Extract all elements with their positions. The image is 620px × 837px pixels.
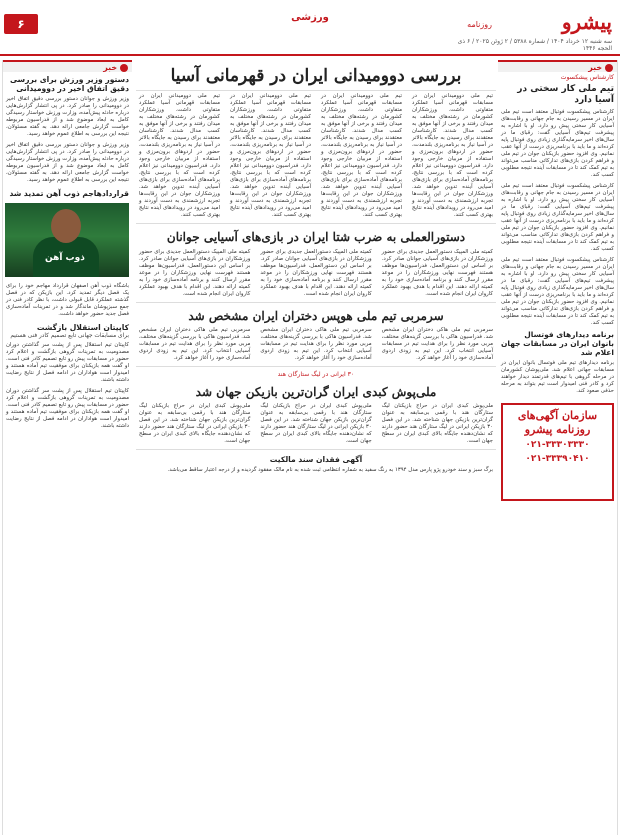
page-header (0, 0, 620, 56)
notice-title: آگهی فقدان سند مالکیت (269, 455, 363, 464)
headline-2: دستورالعملی به ضرب شتا ایران در بازی‌های آسیایی جوانان (166, 230, 466, 245)
article4-col-1: ملی‌پوش کبدی ایران در حراج بازیکنان لیگ ستارگان هند با رقمی بی‌سابقه به عنوان گران‌ترین بازیکن جهان شناخته شد. در این فصل ۳۰ بازیکن ایرانی در لیگ ستارگان هند حضور دارند که نشان‌دهنده جایگاه بالای کبدی ایران در سطح جهان است. (381, 403, 493, 444)
player-photo (5, 203, 129, 277)
news1-title: دستور وزیر ورزش برای بررسی دقیق اتفاق اخیر در دوومیدانی (9, 75, 129, 94)
article2-col-2: کمیته ملی المپیک دستورالعمل جدیدی برای حضور ورزشکاران در بازی‌های آسیایی جوانان صادر کرد. بر اساس این دستورالعمل، فدراسیون‌ها موظف هستند فهرست نهایی ورزشکاران را در موعد مقرر ارسال کنند و برنامه آماده‌سازی خود را به کمیته ارائه دهند. این اقدام با هدف بهبود عملکرد کاروان ایران انجام شده است. (260, 248, 372, 297)
section-dot-icon (120, 64, 128, 72)
main-article-col-2: تیم ملی دوومیدانی ایران در مسابقات قهرمانی آسیا عملکرد متفاوتی داشت. ورزشکاران کشورمان در رشته‌های مختلف به میدان رفتند و برخی از آنها موفق به کسب مدال شدند. کارشناسان معتقدند برای رسیدن به جایگاه بالاتر در آسیا نیاز به برنامه‌ریزی بلندمدت، حضور در اردوهای برون‌مرزی و استفاده از مربیان خارجی وجود دارد. فدراسیون دوومیدانی نیز اعلام کرده است که با بررسی نتایج، برنامه‌های آماده‌سازی برای بازی‌های آسیایی آینده تدوین خواهد شد. ورزشکاران جوان در این رقابت‌ها تجربه ارزشمندی به دست آوردند و امید می‌رود در رویدادهای آینده نتایج بهتری کسب کنند. (321, 93, 402, 219)
section-dot-icon (605, 64, 613, 72)
right-kicker: کارشناس پیشکسوت (560, 74, 614, 81)
section-title: ورزشی (291, 12, 329, 23)
right-body-3: کارشناس پیشکسوت فوتبال معتقد است تیم ملی ایران در مسیر رسیدن به جام جهانی و رقابت‌های آسیایی کار سختی پیش رو دارد. او با اشاره به پیشرفت تیم‌های آسیایی گفت: رقبای ما در سال‌های اخیر سرمایه‌گذاری زیادی روی فوتبال پایه کرده‌اند و ما باید با برنامه‌ریزی درست از آنها عقب نمانیم. وی افزود حضور بازیکنان جوان در تیم ملی و فراهم کردن بازی‌های تدارکاتی مناسب می‌تواند به تیم کمک کند تا در مسابقات آینده نتیجه مطلوبی کسب کند. (501, 257, 614, 327)
right-title-2: برنامه دیدارهای فوتسال بانوان ایران در مسابقات جهان اعلام شد (501, 330, 614, 358)
news1-body-continued: وزیر ورزش و جوانان دستور بررسی دقیق اتفاق اخیر در دوومیدانی را صادر کرد. در پی انتشار گزارش‌هایی درباره حادثه پیش‌آمده، وزارت ورزش خواستار رسیدگی کامل به ابعاد موضوع شد و از فدراسیون مربوطه خواست گزارش جامعی ارائه دهد. به گفته مسئولان، نتیجه این بررسی به اطلاع عموم خواهد رسید. (6, 142, 129, 184)
ad-phone-1: ۰۲۱-۳۳۳۰۳۳۳۰ (525, 440, 590, 451)
dateline: سه شنبه ۱۲ خرداد ۱۴۰۴ / شماره ۵۳۸۸ / ۲ ژوئن ۲۰۲۵ / ۶ ذی الحجه ۱۴۴۶ (457, 38, 612, 53)
news2-body: باشگاه ذوب آهن اصفهان قرارداد مهاجم خود را برای یک فصل دیگر تمدید کرد. این بازیکن که در فصل گذشته عملکرد قابل قبولی داشت، با نظر کادر فنی در جمع سبزپوشان ماندگار شد و در تمرینات آماده‌سازی فصل جدید حضور خواهد داشت. (6, 283, 129, 318)
left-section-head (3, 60, 132, 72)
right-title: تیم ملی کار سختی در آسیا دارد (517, 84, 614, 106)
headline-3: سرمربی تیم ملی هوپس دختران ایران مشخص شد (188, 308, 444, 323)
right-body-2: کارشناس پیشکسوت فوتبال معتقد است تیم ملی ایران در مسیر رسیدن به جام جهانی و رقابت‌های آسیایی کار سختی پیش رو دارد. او با اشاره به پیشرفت تیم‌های آسیایی گفت: رقبای ما در سال‌های اخیر سرمایه‌گذاری زیادی روی فوتبال پایه کرده‌اند و ما باید با برنامه‌ریزی درست از آنها عقب نمانیم. وی افزود حضور بازیکنان جوان در تیم ملی و فراهم کردن بازی‌های تدارکاتی مناسب می‌تواند به تیم کمک کند تا در مسابقات آینده نتیجه مطلوبی کسب کند. (501, 183, 614, 253)
notice-body: برگ سبز و سند خودرو پژو پارس مدل ۱۳۹۴ به رنگ سفید به شماره انتظامی ثبت شده به نام مالک مفقود گردیده و از درجه اعتبار ساقط می‌باشد. (167, 467, 493, 474)
news3-title: کاپیتان استقلال بازگشت (36, 323, 129, 333)
main-article-col-1: تیم ملی دوومیدانی ایران در مسابقات قهرمانی آسیا عملکرد متفاوتی داشت. ورزشکاران کشورمان در رشته‌های مختلف به میدان رفتند و برخی از آنها موفق به کسب مدال شدند. کارشناسان معتقدند برای رسیدن به جایگاه بالاتر در آسیا نیاز به برنامه‌ریزی بلندمدت، حضور در اردوهای برون‌مرزی و استفاده از مربیان خارجی وجود دارد. فدراسیون دوومیدانی نیز اعلام کرده است که با بررسی نتایج، برنامه‌های آماده‌سازی برای بازی‌های آسیایی آینده تدوین خواهد شد. ورزشکاران جوان در این رقابت‌ها تجربه ارزشمندی به دست آوردند و امید می‌رود در رویدادهای آینده نتایج بهتری کسب کنند. (412, 93, 493, 219)
left-column (2, 60, 132, 835)
main-headline: بررسی دوومیدانی ایران در قهرمانی آسیا (136, 60, 496, 91)
news3-body-continued: کاپیتان تیم استقلال پس از پشت سر گذاشتن دوران مصدومیت به تمرینات گروهی بازگشت و اعلام کرد حضور در مسابقات پیش رو تابع تصمیم کادر فنی است. او گفت همه بازیکنان برای موفقیت تیم آماده هستند و امیدوار است هواداران در ادامه فصل از نتایج رضایت داشته باشند. (6, 388, 129, 430)
left-section-label: خبر (103, 63, 118, 72)
photo-caption: قراردادهاجم ذوب آهن تمدید شد (9, 189, 129, 199)
newspaper-logo: پیشرو (561, 10, 612, 34)
main-column (136, 60, 496, 835)
article4-col-3: ملی‌پوش کبدی ایران در حراج بازیکنان لیگ ستارگان هند با رقمی بی‌سابقه به عنوان گران‌ترین بازیکن جهان شناخته شد. در این فصل ۳۰ بازیکن ایرانی در لیگ ستارگان هند حضور دارند که نشان‌دهنده جایگاه بالای کبدی ایران در سطح جهان است. (139, 403, 251, 444)
logo-prefix: روزنامه (467, 20, 492, 29)
legal-notice (136, 449, 496, 476)
masthead (450, 0, 620, 54)
news3-body: کاپیتان تیم استقلال پس از پشت سر گذاشتن دوران مصدومیت به تمرینات گروهی بازگشت و اعلام کرد حضور در مسابقات پیش رو تابع تصمیم کادر فنی است. او گفت همه بازیکنان برای موفقیت تیم آماده هستند و امیدوار است هواداران در ادامه فصل از نتایج رضایت داشته باشند. (6, 342, 129, 384)
right-column (498, 60, 618, 835)
article3-col-1: سرمربی تیم ملی هاکی دختران ایران مشخص شد. فدراسیون هاکی با بررسی گزینه‌های مختلف، مربی مورد نظر را برای هدایت تیم در مسابقات آسیایی انتخاب کرد. این تیم به زودی اردوی آماده‌سازی خود را آغاز خواهد کرد. (381, 327, 493, 362)
main-article-col-4: تیم ملی دوومیدانی ایران در مسابقات قهرمانی آسیا عملکرد متفاوتی داشت. ورزشکاران کشورمان در رشته‌های مختلف به میدان رفتند و برخی از آنها موفق به کسب مدال شدند. کارشناسان معتقدند برای رسیدن به جایگاه بالاتر در آسیا نیاز به برنامه‌ریزی بلندمدت، حضور در اردوهای برون‌مرزی و استفاده از مربیان خارجی وجود دارد. فدراسیون دوومیدانی نیز اعلام کرده است که با بررسی نتایج، برنامه‌های آماده‌سازی برای بازی‌های آسیایی آینده تدوین خواهد شد. ورزشکاران جوان در این رقابت‌ها تجربه ارزشمندی به دست آوردند و امید می‌رود در رویدادهای آینده نتایج بهتری کسب کنند. (139, 93, 220, 219)
article-2 (136, 223, 496, 299)
ad-box (501, 403, 614, 501)
article-3 (136, 302, 496, 364)
article2-col-3: کمیته ملی المپیک دستورالعمل جدیدی برای حضور ورزشکاران در بازی‌های آسیایی جوانان صادر کرد. بر اساس این دستورالعمل، فدراسیون‌ها موظف هستند فهرست نهایی ورزشکاران را در موعد مقرر ارسال کنند و برنامه آماده‌سازی خود را به کمیته ارائه دهند. این اقدام با هدف بهبود عملکرد کاروان ایران انجام شده است. (139, 248, 251, 297)
news1-body: وزیر ورزش و جوانان دستور بررسی دقیق اتفاق اخیر در دوومیدانی را صادر کرد. در پی انتشار گزارش‌هایی درباره حادثه پیش‌آمده، وزارت ورزش خواستار رسیدگی کامل به ابعاد موضوع شد و از فدراسیون مربوطه خواست گزارش جامعی ارائه دهد. به گفته مسئولان، نتیجه این بررسی به اطلاع عموم خواهد رسید. (6, 96, 129, 138)
shirt-brand: ذوب آهن (45, 253, 85, 264)
kicker-4: ۳۰ ایرانی در لیگ ستارگان هند (277, 371, 355, 379)
main-article-col-3: تیم ملی دوومیدانی ایران در مسابقات قهرمانی آسیا عملکرد متفاوتی داشت. ورزشکاران کشورمان در رشته‌های مختلف به میدان رفتند و برخی از آنها موفق به کسب مدال شدند. کارشناسان معتقدند برای رسیدن به جایگاه بالاتر در آسیا نیاز به برنامه‌ریزی بلندمدت، حضور در اردوهای برون‌مرزی و استفاده از مربیان خارجی وجود دارد. فدراسیون دوومیدانی نیز اعلام کرده است که با بررسی نتایج، برنامه‌های آماده‌سازی برای بازی‌های آسیایی آینده تدوین خواهد شد. ورزشکاران جوان در این رقابت‌ها تجربه ارزشمندی به دست آوردند و امید می‌رود در رویدادهای آینده نتایج بهتری کسب کنند. (230, 93, 311, 219)
ad-phone-2: ۰۲۱-۳۳۳۹۰۴۱۰ (525, 453, 590, 464)
article3-col-2: سرمربی تیم ملی هاکی دختران ایران مشخص شد. فدراسیون هاکی با بررسی گزینه‌های مختلف، مربی مورد نظر را برای هدایت تیم در مسابقات آسیایی انتخاب کرد. این تیم به زودی اردوی آماده‌سازی خود را آغاز خواهد کرد. (260, 327, 372, 362)
news3-subtitle: برای مسابقات جهانی تابع تصمیم کادر فنی هستیم (10, 333, 129, 340)
right2-body: برنامه دیدارهای تیم ملی فوتسال بانوان ایران در مسابقات جهانی اعلام شد. ملی‌پوشان کشورمان در مرحله گروهی با تیم‌های قدرتمند دیدار خواهند کرد و کادر فنی امیدوار است تیم بتواند به مرحله حذفی صعود کند. (501, 360, 614, 395)
article4-col-2: ملی‌پوش کبدی ایران در حراج بازیکنان لیگ ستارگان هند با رقمی بی‌سابقه به عنوان گران‌ترین بازیکن جهان شناخته شد. در این فصل ۳۰ بازیکن ایرانی در لیگ ستارگان هند حضور دارند که نشان‌دهنده جایگاه بالای کبدی ایران در سطح جهان است. (260, 403, 372, 444)
right-section-head (498, 60, 617, 72)
article-4 (136, 366, 496, 447)
headline-4: ملی‌پوش کبدی ایران گران‌ترین بازیکن جهان شد (195, 384, 437, 399)
right-body-1: کارشناس پیشکسوت فوتبال معتقد است تیم ملی ایران در مسیر رسیدن به جام جهانی و رقابت‌های آسیایی کار سختی پیش رو دارد. او با اشاره به پیشرفت تیم‌های آسیایی گفت: رقبای ما در سال‌های اخیر سرمایه‌گذاری زیادی روی فوتبال پایه کرده‌اند و ما باید با برنامه‌ریزی درست از آنها عقب نمانیم. وی افزود حضور بازیکنان جوان در تیم ملی و فراهم کردن بازی‌های تدارکاتی مناسب می‌تواند به تیم کمک کند تا در مسابقات آینده نتیجه مطلوبی کسب کند. (501, 109, 614, 179)
right-section-label: خبر (588, 63, 603, 72)
article2-col-1: کمیته ملی المپیک دستورالعمل جدیدی برای حضور ورزشکاران در بازی‌های آسیایی جوانان صادر کرد. بر اساس این دستورالعمل، فدراسیون‌ها موظف هستند فهرست نهایی ورزشکاران را در موعد مقرر ارسال کنند و برنامه آماده‌سازی خود را به کمیته ارائه دهند. این اقدام با هدف بهبود عملکرد کاروان ایران انجام شده است. (381, 248, 493, 297)
page-number: ۶ (4, 14, 38, 34)
main-article-columns (136, 91, 496, 221)
ad-title: سازمان آگهی‌های روزنامه پیشرو (517, 409, 598, 437)
article3-col-3: سرمربی تیم ملی هاکی دختران ایران مشخص شد. فدراسیون هاکی با بررسی گزینه‌های مختلف، مربی مورد نظر را برای هدایت تیم در مسابقات آسیایی انتخاب کرد. این تیم به زودی اردوی آماده‌سازی خود را آغاز خواهد کرد. (139, 327, 251, 362)
